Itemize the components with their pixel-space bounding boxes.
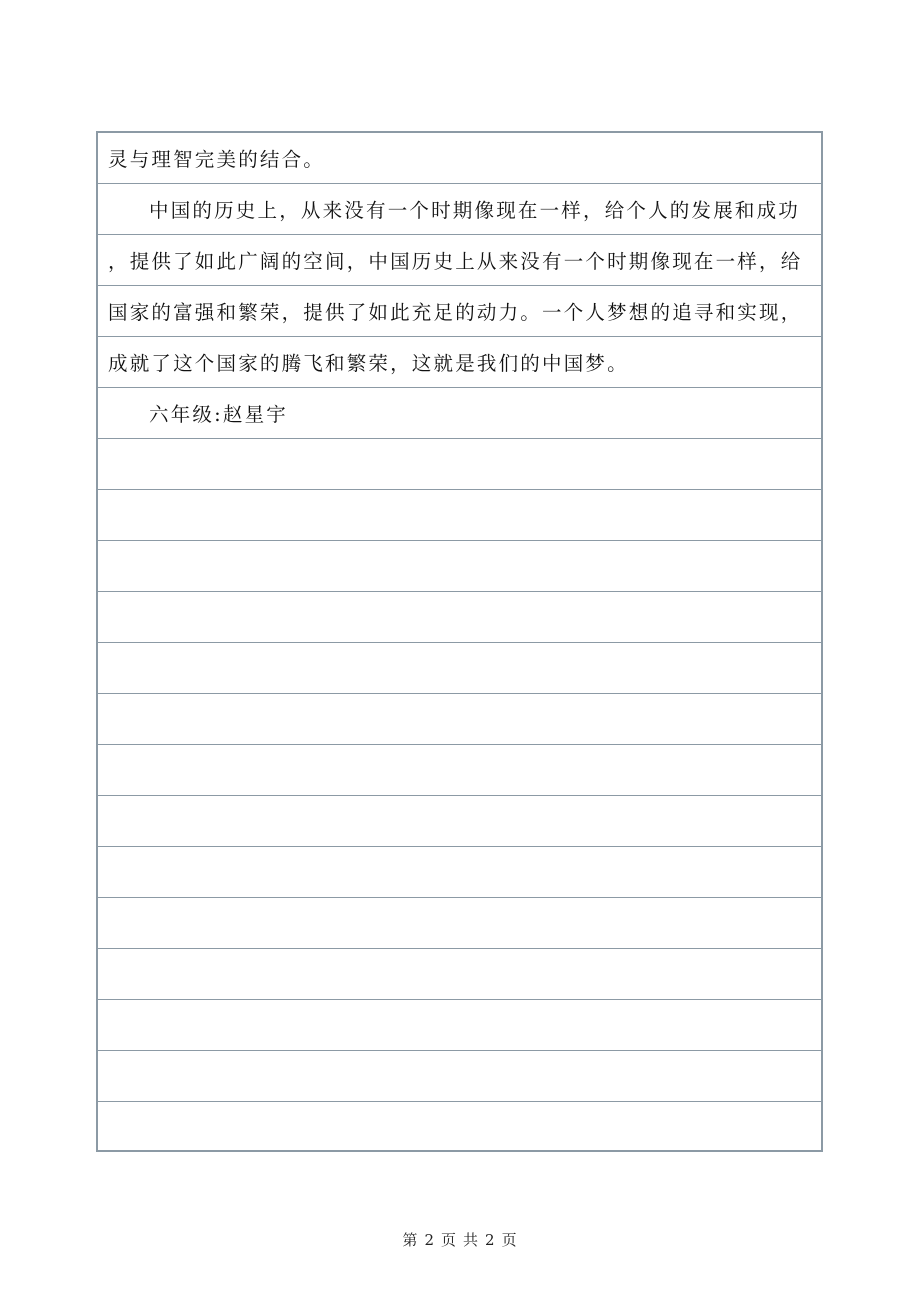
footer-current-page: 2 bbox=[424, 1231, 435, 1249]
line-text: 灵与理智完美的结合。 bbox=[108, 148, 326, 171]
ruled-line bbox=[98, 694, 821, 745]
line-text: 六年级:赵星宇 bbox=[149, 403, 288, 426]
ruled-line bbox=[98, 235, 821, 286]
ruled-line bbox=[98, 133, 821, 184]
ruled-line bbox=[98, 643, 821, 694]
ruled-line bbox=[98, 490, 821, 541]
ruled-line bbox=[98, 286, 821, 337]
footer-total-pages: 2 bbox=[485, 1231, 496, 1249]
ruled-line bbox=[98, 388, 821, 439]
line-text: 中国的历史上，从来没有一个时期像现在一样，给个人的发展和成功 bbox=[149, 199, 801, 222]
ruled-line bbox=[98, 949, 821, 1000]
page-footer bbox=[0, 1229, 920, 1250]
ruled-line bbox=[98, 1051, 821, 1102]
ruled-line bbox=[98, 1000, 821, 1051]
footer-suffix: 页 bbox=[501, 1231, 518, 1249]
ruled-line bbox=[98, 439, 821, 490]
footer-total-word: 共 bbox=[463, 1231, 480, 1249]
ruled-line bbox=[98, 592, 821, 643]
line-text: ，提供了如此广阔的空间，中国历史上从来没有一个时期像现在一样，给 bbox=[108, 250, 803, 273]
ruled-line bbox=[98, 796, 821, 847]
ruled-line bbox=[98, 541, 821, 592]
ruled-line bbox=[98, 1102, 821, 1153]
ruled-line bbox=[98, 745, 821, 796]
ruled-writing-box bbox=[96, 131, 823, 1152]
footer-prefix: 第 bbox=[402, 1231, 419, 1249]
footer-page-word: 页 bbox=[440, 1231, 457, 1249]
line-text: 国家的富强和繁荣，提供了如此充足的动力。一个人梦想的追寻和实现， bbox=[108, 301, 803, 324]
ruled-line bbox=[98, 847, 821, 898]
ruled-line bbox=[98, 337, 821, 388]
ruled-line bbox=[98, 898, 821, 949]
ruled-line bbox=[98, 184, 821, 235]
line-text: 成就了这个国家的腾飞和繁荣，这就是我们的中国梦。 bbox=[108, 352, 629, 375]
